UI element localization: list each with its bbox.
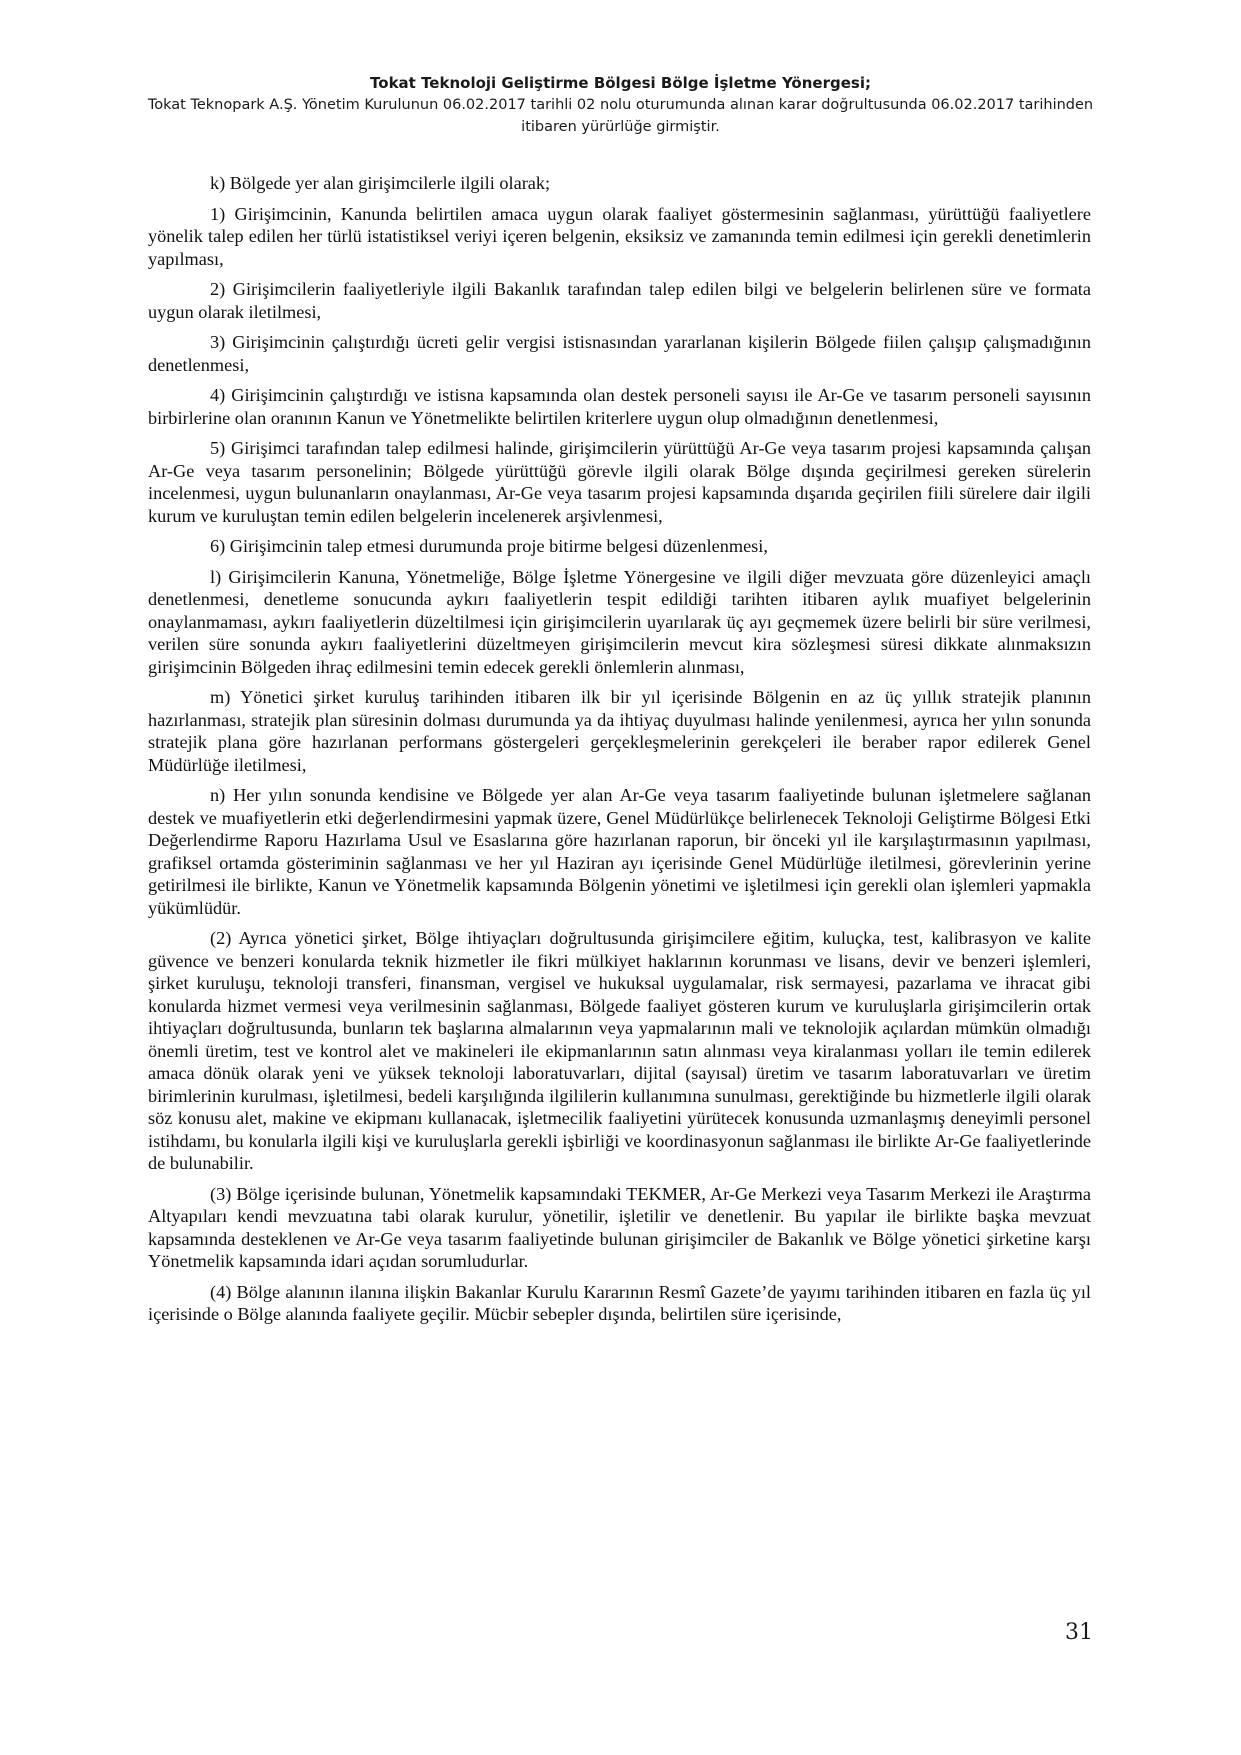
page-number: 31 xyxy=(1065,1620,1093,1645)
document-title: Tokat Teknoloji Geliştirme Bölgesi Bölge İşletme Yönergesi; xyxy=(370,74,871,92)
paragraph-k-3: 3) Girişimcinin çalıştırdığı ücreti gelir vergisi istisnasından yararlanan kişilerin Bölgede fiilen çalışıp çalışmadığının denetlenmesi, xyxy=(148,332,1091,375)
paragraph-k-4: 4) Girişimcinin çalıştırdığı ve istisna kapsamında olan destek personeli sayısı ile Ar-Ge ve tasarım personeli sayısının birbirlerine olan oranının Kanun ve Yönetmelikte belirtilen kriterlere uygun olup olmadığının denetlenmesi, xyxy=(148,385,1091,428)
paragraph-3: (3) Bölge içerisinde bulunan, Yönetmelik kapsamındaki TEKMER, Ar-Ge Merkezi veya Tasarım Merkezi ile Araştırma Altyapıları kendi mevzuatına tabi olarak kurulur, yönetilir, işletilir ve denetlenir. Bu yapılar ile birlikte başka mevzuat kapsamında desteklenen ve Ar-Ge veya tasarım faaliyetinde bulunan girişimciler de Bakanlık ve Bölge yönetici şirketine karşı Yönetmelik kapsamında idari açıdan sorumludurlar. xyxy=(148,1183,1091,1271)
paragraph-k-1: 1) Girişimcinin, Kanunda belirtilen amaca uygun olarak faaliyet göstermesinin sağlanması, yürüttüğü faaliyetlere yönelik talep edilen her türlü istatistiksel veriyi içeren belgenin, eksiksiz ve zamanında temin edilmesi için gerekli denetimlerin yapılması, xyxy=(148,203,1091,269)
paragraph-m: m) Yönetici şirket kuruluş tarihinden itibaren ilk bir yıl içerisinde Bölgenin en az üç yıllık stratejik planının hazırlanması, stratejik plan süresinin dolması durumunda ya da ihtiyaç duyulması halinde yenilenmesi, ayrıca her yılın sonunda stratejik plana göre hazırlanan performans göstergeleri gerçekleşmelerinin gerekçeleri ile beraber rapor edilerek Genel Müdürlüğe iletilmesi, xyxy=(148,687,1091,775)
paragraph-4: (4) Bölge alanının ilanına ilişkin Bakanlar Kurulu Kararının Resmî Gazete’de yayımı tarihinden itibaren en fazla üç yıl içerisinde o Bölge alanında faaliyete geçilir. Mücbir sebepler dışında, belirtilen süre içerisinde, xyxy=(148,1281,1091,1324)
paragraph-k-6: 6) Girişimcinin talep etmesi durumunda proje bitirme belgesi düzenlenmesi, xyxy=(210,536,768,556)
document-header xyxy=(120,72,1121,138)
paragraph-k-2: 2) Girişimcilerin faaliyetleriyle ilgili Bakanlık tarafından talep edilen bilgi ve belgelerin belirlenen süre ve formata uygun olarak iletilmesi, xyxy=(148,279,1091,322)
paragraph-2: (2) Ayrıca yönetici şirket, Bölge ihtiyaçları doğrultusunda girişimcilere eğitim, kuluçka, test, kalibrasyon ve kalite güvence ve benzeri konularda teknik hizmetler ile fikri mülkiyet haklarının korunması ve lisans, devir ve benzeri işlemleri, şirket kuruluşu, teknoloji transferi, finansman, vergisel ve hukuksal uygulamalar, risk sermayesi, pazarlama ve ihracat gibi konularda hizmet vermesi veya verilmesinin sağlanması, Bölgede faaliyet gösteren kurum ve kuruluşlarla girişimcilerin ortak ihtiyaçları doğrultusunda, bunların tek başlarına almalarının veya yapmalarının mali ve teknolojik açılardan mümkün olmadığı önemli üretim, test ve kontrol alet ve makineleri ile ekipmanlarının satın alınması veya kiralanması yolları ile temin edilerek amaca dönük olarak yeni ve yüksek teknoloji laboratuvarları, dijital (sayısal) üretim ve tasarım laboratuvarları ve üretim birimlerinin kurulması, işletilmesi, bedeli karşılığında ilgililerin kullanımına sunulması, gerektiğinde bu hizmetlerle ilgili olarak söz konusu alet, makine ve ekipmanı kullanacak, işletmecilik faaliyetini yürütecek konusunda uzmanlaşmış deneyimli personel istihdamı, bu konularla ilgili kişi ve kuruluşlarla gerekli işbirliği ve koordinasyonun sağlanması ile birlikte Ar-Ge faaliyetlerinde de bulunabilir. xyxy=(148,928,1091,1173)
paragraph-k-5: 5) Girişimci tarafından talep edilmesi halinde, girişimcilerin yürüttüğü Ar-Ge veya tasarım projesi kapsamında çalışan Ar-Ge veya tasarım personelinin; Bölgede yürüttüğü görevle ilgili olarak Bölge dışında geçirilmesi gereken sürelerin incelenmesi, uygun bulunanların onaylanması, Ar-Ge veya tasarım projesi kapsamında dışarıda geçirilen fiili sürelere dair ilgili kurum ve kuruluştan temin edilen belgelerin incelenerek arşivlenmesi, xyxy=(148,438,1091,526)
document-subtitle: Tokat Teknopark A.Ş. Yönetim Kurulunun 06.02.2017 tarihli 02 nolu oturumunda alınan karar doğrultusunda 06.02.2017 tarihinden itibaren yürürlüğe girmiştir. xyxy=(147,97,1094,135)
document-body xyxy=(148,172,1091,1334)
paragraph-k: k) Bölgede yer alan girişimcilerle ilgili olarak; xyxy=(210,173,551,193)
paragraph-l: l) Girişimcilerin Kanuna, Yönetmeliğe, Bölge İşletme Yönergesine ve ilgili diğer mevzuata göre düzenleyici amaçlı denetlenmesi, denetleme sonucunda aykırı faaliyetlerin tespit edildiği tarihten itibaren aylık muafiyet belgelerinin onaylanmaması, aykırı faaliyetlerin düzeltilmesi için girişimcilerin uyarılarak üç ayı geçmemek üzere belirli bir süre verilmesi, verilen süre sonunda aykırı faaliyetlerini düzeltmeyen girişimcilerin mevcut kira sözleşmesi süresi dikkate alınmaksızın girişimcinin Bölgeden ihraç edilmesini temin edecek gerekli önlemlerin alınması, xyxy=(148,566,1091,677)
paragraph-n: n) Her yılın sonunda kendisine ve Bölgede yer alan Ar-Ge veya tasarım faaliyetinde bulunan işletmelere sağlanan destek ve muafiyetlerin etki değerlendirmesini yapmak üzere, Genel Müdürlükçe belirlenecek Teknoloji Geliştirme Bölgesi Etki Değerlendirme Raporu Hazırlama Usul ve Esaslarına göre hazırlanan raporun, bir önceki yıl ile karşılaştırmasının yapılması, grafiksel ortamda gösteriminin sağlanması ve her yıl Haziran ayı içerisinde Genel Müdürlüğe iletilmesi, görevlerinin yerine getirilmesi ile birlikte, Kanun ve Yönetmelik kapsamında Bölgenin yönetimi ve işletilmesi için gerekli olan işlemleri yapmakla yükümlüdür. xyxy=(148,785,1091,918)
